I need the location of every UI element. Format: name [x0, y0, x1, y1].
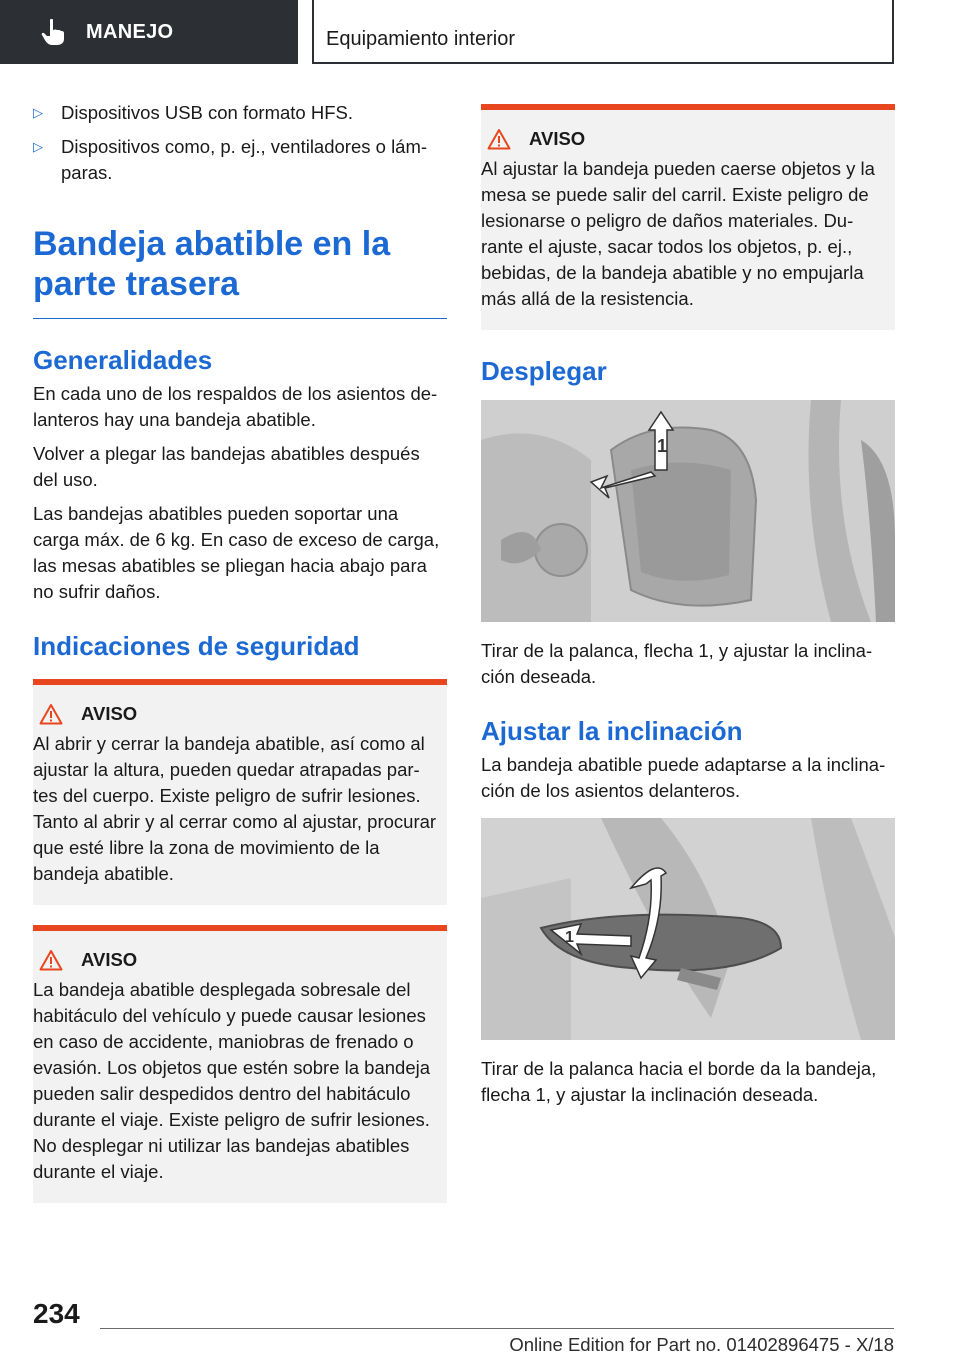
warning-box	[481, 104, 895, 330]
seat-back-illustration	[481, 400, 895, 622]
left-column	[33, 100, 447, 1213]
warning-triangle-icon	[39, 703, 63, 725]
heading-seguridad: Indicaciones de seguridad	[33, 631, 360, 661]
page-title: Equipamiento interior	[326, 28, 515, 50]
header-rule	[312, 62, 894, 64]
warning-text: Al abrir y cerrar la bandeja abatible, así como al ajustar la altura, pueden quedar atrapadas partes del cuerpo. Existe peligro de sufrir lesiones. Tanto al abrir y al cerrar como al ajustar, procurar que esté libre la zona de movimiento de la bandeja abatible.	[33, 733, 437, 884]
list-item-text: Dispositivos como, p. ej., ventiladores o lámparas.	[61, 136, 428, 183]
paragraph: Las bandejas abatibles pueden soportar una carga máx. de 6 kg. En caso de exceso de carga, las mesas abatibles se pliegan hacia abajo para no sufrir daños.	[33, 503, 440, 602]
edition-note: Online Edition for Part no. 01402896475 - X/18	[509, 1334, 894, 1355]
header-rule-end	[892, 0, 894, 64]
header-divider	[312, 0, 314, 64]
footer-rule	[100, 1328, 894, 1329]
triangle-bullet-icon: ▷	[33, 139, 43, 154]
heading-desplegar: Desplegar	[481, 356, 607, 386]
hand-pointer-icon	[38, 17, 68, 47]
triangle-bullet-icon: ▷	[33, 105, 43, 120]
svg-text:1: 1	[657, 436, 668, 456]
paragraph: La bandeja abatible puede adaptarse a la inclinación de los asientos delanteros.	[481, 754, 886, 801]
svg-text:1: 1	[565, 929, 574, 946]
warning-label: AVISO	[529, 128, 586, 149]
warning-label: AVISO	[81, 949, 138, 970]
bullet-list	[33, 100, 447, 186]
warning-header	[481, 128, 885, 150]
list-item	[33, 134, 447, 186]
page-number: 234	[33, 1298, 80, 1329]
chapter-label: MANEJO	[86, 20, 174, 43]
heading-generalidades: Generalidades	[33, 345, 213, 375]
warning-header	[33, 703, 437, 725]
chapter-tab	[0, 0, 298, 64]
warning-text: La bandeja abatible desplegada sobresale del habitáculo del vehículo y puede causar lesiones en caso de accidente, maniobras de frenado o evasión. Los objetos que estén sobre la bandeja pueden salir despedidos dentro del habitáculo durante el viaje. Existe peligro de sufrir lesiones. No desplegar ni utilizar las bandejas abatibles durante el viaje.	[33, 979, 431, 1182]
caption-unfold: Tirar de la palanca, flecha 1, y ajustar la inclinación deseada.	[481, 640, 873, 687]
warning-triangle-icon	[487, 128, 511, 150]
photo-tilt-tray	[481, 818, 895, 1040]
list-item	[33, 100, 447, 126]
warning-box	[33, 679, 447, 905]
paragraph: Volver a plegar las bandejas abatibles después del uso.	[33, 443, 420, 490]
heading-inclinacion: Ajustar la inclinación	[481, 716, 743, 746]
warning-box	[33, 925, 447, 1203]
section-title: Bandeja abatible en la parte trasera	[33, 224, 447, 319]
right-column	[481, 100, 895, 1116]
photo-unfold-tray	[481, 400, 895, 622]
warning-label: AVISO	[81, 703, 138, 724]
warning-text: Al ajustar la bandeja pueden caerse objetos y la mesa se puede salir del carril. Existe peligro de lesionarse o peligro de daños materiales. Durante el ajuste, sacar todos los objetos, p. ej., bebidas, de la bandeja abatible y no empujarla más allá de la resistencia.	[481, 158, 875, 309]
warning-header	[33, 949, 437, 971]
warning-triangle-icon	[39, 949, 63, 971]
paragraph: En cada uno de los respaldos de los asientos delanteros hay una bandeja abatible.	[33, 383, 438, 430]
list-item-text: Dispositivos USB con formato HFS.	[61, 102, 353, 123]
tray-tilt-illustration	[481, 818, 895, 1040]
caption-tilt: Tirar de la palanca hacia el borde da la bandeja, flecha 1, y ajustar la inclinación deseada.	[481, 1058, 877, 1105]
